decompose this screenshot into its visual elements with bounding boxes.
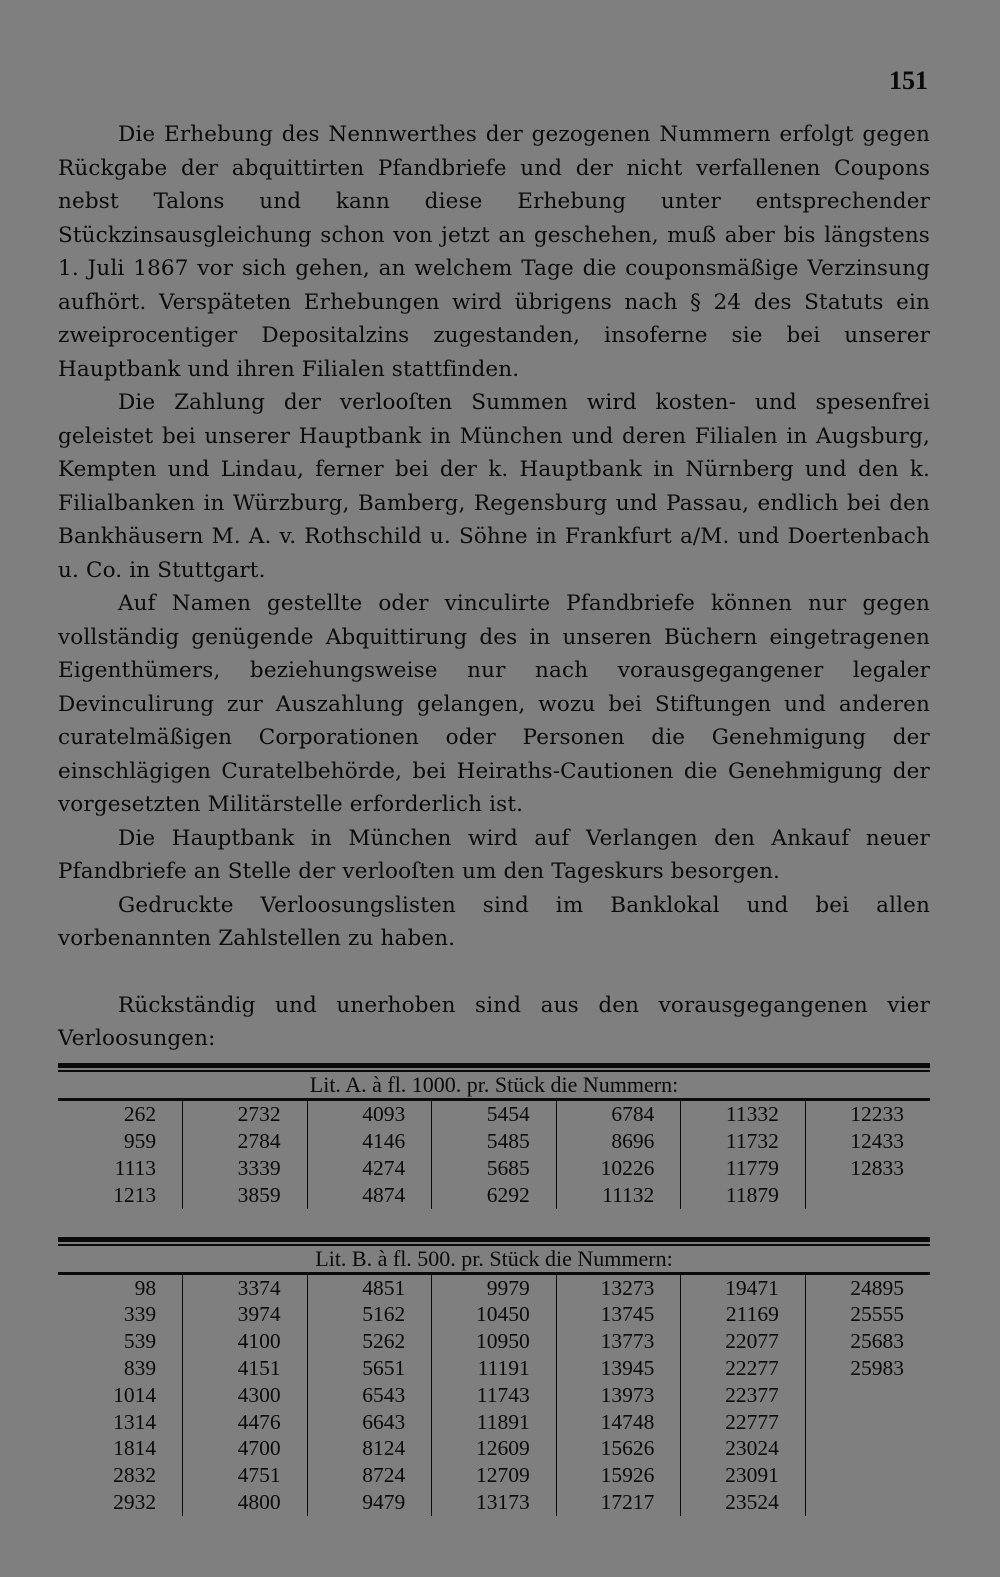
number-cell xyxy=(805,1435,930,1462)
number-cell: 6292 xyxy=(432,1182,557,1209)
number-cell: 5454 xyxy=(432,1101,557,1128)
number-cell: 3859 xyxy=(183,1182,308,1209)
number-cell: 3974 xyxy=(183,1301,308,1328)
paragraph-redemption: Die Erhebung des Nennwerthes der gezogenen Nummern erfolgt gegen Rückgabe der abquittirten Pfandbriefe und der nicht verfallenen Coupons nebst Talons und kann diese Erhebung unter entsprechender Stückzinsausgleichung schon von jetzt an geschehen, muß aber bis längstens 1. Juli 1867 vor sich gehen, an welchem Tage die couponsmäßige Verzinsung aufhört. Verspäteten Erhebungen wird übrigens nach § 24 des Statuts ein zweiprocentiger Depositalzins zugestanden, insoferne sie bei unserer Hauptbank und ihren Filialen stattfinden. xyxy=(58,122,930,382)
table-row xyxy=(58,1489,930,1516)
number-cell: 5685 xyxy=(432,1155,557,1182)
number-cell: 23524 xyxy=(681,1489,806,1516)
paragraph-outstanding: Rückständig und unerhoben sind aus den vorausgegangenen vier Verloosungen: xyxy=(58,992,930,1051)
table-heading: Lit. A. à fl. 1000. pr. Stück die Nummern: xyxy=(309,1071,679,1097)
number-cell: 4093 xyxy=(307,1101,432,1128)
number-cell: 5262 xyxy=(307,1328,432,1355)
number-cell: 25683 xyxy=(805,1328,930,1355)
number-cell: 9979 xyxy=(432,1275,557,1302)
number-cell: 15626 xyxy=(556,1435,681,1462)
number-cell: 8724 xyxy=(307,1462,432,1489)
number-cell: 13945 xyxy=(556,1355,681,1382)
number-cell: 10450 xyxy=(432,1301,557,1328)
number-cell: 4751 xyxy=(183,1462,308,1489)
number-cell: 2932 xyxy=(113,1489,157,1514)
number-cell: 14748 xyxy=(556,1409,681,1436)
number-cell: 4700 xyxy=(183,1435,308,1462)
number-cell: 1314 xyxy=(113,1409,157,1434)
number-cell xyxy=(805,1409,930,1436)
number-cell: 22777 xyxy=(681,1409,806,1436)
number-cell: 8124 xyxy=(307,1435,432,1462)
number-cell: 339 xyxy=(123,1302,157,1327)
number-cell: 23024 xyxy=(681,1435,806,1462)
number-cell: 22277 xyxy=(681,1355,806,1382)
paragraph-payment-places: Die Zahlung der verlooſten Summen wird kosten- und spesenfrei geleistet bei unserer Hauptbank in München und deren Filialen in Augsburg, Kempten und Lindau, ferner bei der k. Hauptbank in Nürnberg und den k. Filialbanken in Würzburg, Bamberg, Regensburg und Passau, endlich bei den Bankhäusern M. A. v. Rothschild u. Söhne in Frankfurt a/M. und Doertenbach u. Co. in Stuttgart. xyxy=(58,390,930,583)
paragraph-purchase: Die Hauptbank in München wird auf Verlangen den Ankauf neuer Pfandbriefe an Stelle der verlooſten um den Tageskurs besorgen. xyxy=(58,825,930,884)
table-row xyxy=(58,1328,930,1355)
number-cell: 3339 xyxy=(183,1155,308,1182)
number-cell: 539 xyxy=(123,1329,157,1354)
number-cell: 5651 xyxy=(307,1355,432,1382)
number-cell: 4100 xyxy=(183,1328,308,1355)
number-cell: 11743 xyxy=(432,1382,557,1409)
number-cell: 4274 xyxy=(307,1155,432,1182)
number-cell xyxy=(805,1489,930,1516)
paragraph-registered-bonds: Auf Namen gestellte oder vinculirte Pfandbriefe können nur gegen vollständig genügende Abquittirung des in unseren Büchern eingetragenen Eigenthümers, beziehungsweise nur nach vorausgegangener legaler Devinculirung zur Auszahlung gelangen, wozu bei Stiftungen und anderen curatelmäßigen Corporationen oder Personen die Genehmigung der einschlägigen Curatelbehörde, bei Heiraths-Cautionen die Genehmigung der vorgesetzten Militärstelle erforderlich ist. xyxy=(58,591,930,817)
table-heading: Lit. B. à fl. 500. pr. Stück die Nummern: xyxy=(315,1245,673,1271)
page-number: 151 xyxy=(889,66,928,95)
table-row xyxy=(58,1382,930,1409)
number-cell: 2832 xyxy=(113,1463,157,1488)
number-cell: 5162 xyxy=(307,1301,432,1328)
number-grid xyxy=(58,1101,930,1209)
number-cell: 12609 xyxy=(432,1435,557,1462)
number-cell: 21169 xyxy=(681,1301,806,1328)
number-cell: 22377 xyxy=(681,1382,806,1409)
number-cell: 13173 xyxy=(432,1489,557,1516)
number-cell: 4851 xyxy=(307,1275,432,1302)
number-cell: 2784 xyxy=(183,1128,308,1155)
table-row xyxy=(58,1355,930,1382)
number-cell: 13745 xyxy=(556,1301,681,1328)
paragraph-lists: Gedruckte Verloosungslisten sind im Banklokal und bei allen vorbenannten Zahlstellen zu haben. xyxy=(58,892,930,951)
number-cell: 262 xyxy=(123,1101,157,1126)
number-cell: 8696 xyxy=(556,1128,681,1155)
number-cell: 98 xyxy=(134,1275,157,1300)
rule xyxy=(58,1237,930,1242)
number-cell: 4800 xyxy=(183,1489,308,1516)
number-cell: 15926 xyxy=(556,1462,681,1489)
number-cell: 4151 xyxy=(183,1355,308,1382)
table-row xyxy=(58,1128,930,1155)
number-cell xyxy=(805,1382,930,1409)
number-cell: 959 xyxy=(123,1128,157,1153)
number-cell: 4300 xyxy=(183,1382,308,1409)
number-cell: 6543 xyxy=(307,1382,432,1409)
number-cell: 10950 xyxy=(432,1328,557,1355)
number-cell: 3374 xyxy=(183,1275,308,1302)
table-row xyxy=(58,1182,930,1209)
number-cell: 1213 xyxy=(113,1182,157,1207)
number-cell: 839 xyxy=(123,1355,157,1380)
number-cell: 4476 xyxy=(183,1409,308,1436)
number-cell: 4874 xyxy=(307,1182,432,1209)
table-lit-b xyxy=(58,1237,930,1516)
number-cell: 11732 xyxy=(681,1128,806,1155)
number-cell: 25555 xyxy=(805,1301,930,1328)
number-cell: 11879 xyxy=(681,1182,806,1209)
number-cell: 12833 xyxy=(805,1155,930,1182)
table-row xyxy=(58,1462,930,1489)
number-cell: 17217 xyxy=(556,1489,681,1516)
table-row xyxy=(58,1275,930,1302)
number-cell: 23091 xyxy=(681,1462,806,1489)
number-cell: 12233 xyxy=(805,1101,930,1128)
number-cell: 13973 xyxy=(556,1382,681,1409)
number-cell: 2732 xyxy=(183,1101,308,1128)
number-cell: 1113 xyxy=(114,1155,157,1180)
body-text xyxy=(58,118,930,1056)
number-cell: 6643 xyxy=(307,1409,432,1436)
number-cell xyxy=(805,1182,930,1209)
number-cell: 19471 xyxy=(681,1275,806,1302)
number-cell: 11191 xyxy=(432,1355,557,1382)
number-cell: 12709 xyxy=(432,1462,557,1489)
table-row xyxy=(58,1155,930,1182)
number-cell: 24895 xyxy=(805,1275,930,1302)
table-row xyxy=(58,1409,930,1436)
number-cell: 11779 xyxy=(681,1155,806,1182)
number-grid xyxy=(58,1275,930,1516)
number-cell: 12433 xyxy=(805,1128,930,1155)
number-cell: 1014 xyxy=(113,1382,157,1407)
table-row xyxy=(58,1301,930,1328)
number-cell: 13773 xyxy=(556,1328,681,1355)
number-cell: 11332 xyxy=(681,1101,806,1128)
rule xyxy=(58,1063,930,1068)
table-row xyxy=(58,1101,930,1128)
number-cell: 5485 xyxy=(432,1128,557,1155)
number-cell: 9479 xyxy=(307,1489,432,1516)
number-cell: 1814 xyxy=(113,1436,157,1461)
number-cell: 10226 xyxy=(556,1155,681,1182)
number-cell: 4146 xyxy=(307,1128,432,1155)
number-cell: 11891 xyxy=(432,1409,557,1436)
number-cell: 22077 xyxy=(681,1328,806,1355)
number-cell: 6784 xyxy=(556,1101,681,1128)
number-cell: 11132 xyxy=(556,1182,681,1209)
number-cell xyxy=(805,1462,930,1489)
table-lit-a xyxy=(58,1063,930,1209)
number-cell: 25983 xyxy=(805,1355,930,1382)
number-cell: 13273 xyxy=(556,1275,681,1302)
table-row xyxy=(58,1435,930,1462)
